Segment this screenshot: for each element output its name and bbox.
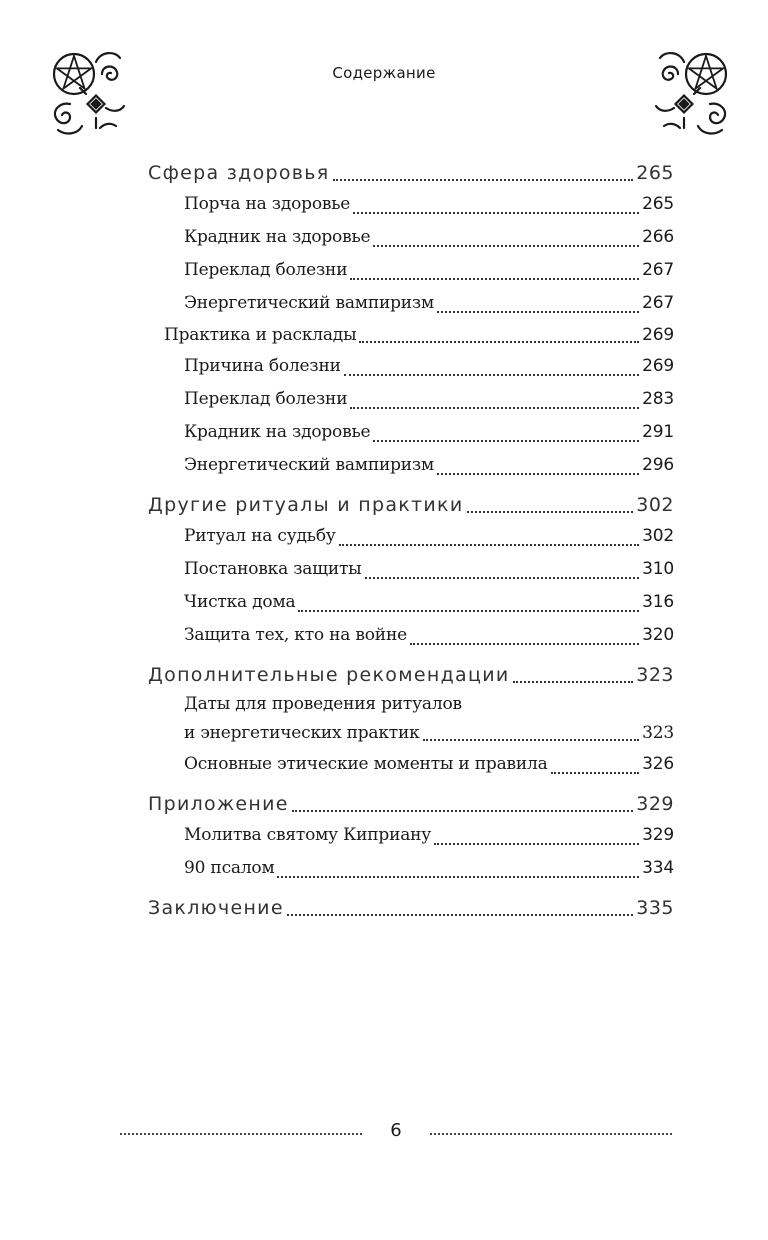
toc-entry[interactable] [148, 819, 674, 852]
toc-page-number: 310 [642, 559, 674, 579]
toc-leader-dots [353, 211, 639, 214]
toc-title: Переклад болезни [184, 389, 348, 409]
toc-page-number: 283 [642, 389, 674, 409]
toc-page-number: 267 [642, 293, 674, 313]
toc-title: Постановка защиты [184, 559, 362, 579]
pentacle-icon [40, 44, 140, 144]
toc-page-number: 291 [642, 422, 674, 442]
section-gap [148, 781, 674, 789]
toc-entry[interactable] [148, 748, 674, 781]
pentacle-ornament-right [640, 44, 740, 144]
toc-title: Защита тех, кто на войне [184, 625, 407, 645]
toc-title: Крадник на здоровье [184, 227, 371, 247]
toc-title: 90 псалом [184, 858, 275, 878]
running-header-title: Содержание [332, 64, 436, 82]
toc-leader-dots [359, 340, 639, 343]
pentacle-ornament-left [40, 44, 140, 144]
section-gap [148, 482, 674, 490]
toc-page-number: 269 [642, 356, 674, 376]
toc-entry[interactable] [148, 690, 674, 748]
toc-leader-dots [373, 244, 639, 247]
toc-entry[interactable] [148, 553, 674, 586]
toc-page-number: 316 [642, 592, 674, 612]
toc-page-number: 329 [636, 793, 674, 815]
toc-title: Переклад болезни [184, 260, 348, 280]
toc-title: Дополнительные рекомендации [148, 664, 510, 686]
toc-page-number: 269 [642, 325, 674, 345]
page-footer [120, 1120, 672, 1141]
toc-title: Крадник на здоровье [184, 422, 371, 442]
toc-leader-dots [350, 277, 639, 280]
toc-page-number: 320 [642, 625, 674, 645]
toc-leader-dots [344, 373, 639, 376]
toc-leader-dots [434, 842, 639, 845]
toc-leader-dots [298, 609, 639, 612]
toc-leader-dots [513, 680, 634, 683]
toc-page-number: 266 [642, 227, 674, 247]
toc-entry[interactable] [148, 852, 674, 885]
pentacle-icon [640, 44, 740, 144]
toc-section[interactable] [148, 789, 674, 819]
section-gap [148, 885, 674, 893]
toc-leader-dots [365, 576, 640, 579]
toc-leader-dots [437, 310, 639, 313]
toc-entry[interactable] [148, 188, 674, 221]
toc-title: Приложение [148, 793, 289, 815]
section-gap [148, 652, 674, 660]
toc-page-number: 265 [636, 162, 674, 184]
toc-entry[interactable] [148, 449, 674, 482]
toc-page-number: 329 [642, 825, 674, 845]
toc-entry[interactable] [148, 287, 674, 320]
toc-page-number: 302 [636, 494, 674, 516]
footer-dotted-line-right [430, 1133, 672, 1135]
toc-entry[interactable] [148, 383, 674, 416]
toc-title: Заключение [148, 897, 284, 919]
toc-entry[interactable] [148, 586, 674, 619]
toc-entry-line2 [184, 719, 674, 748]
toc-page-number: 326 [642, 754, 674, 774]
toc-title: Причина болезни [184, 356, 341, 376]
toc-leader-dots [373, 439, 639, 442]
toc-entry[interactable] [148, 221, 674, 254]
toc-entry[interactable] [148, 350, 674, 383]
toc-leader-dots [410, 642, 639, 645]
toc-title: Энергетический вампиризм [184, 455, 434, 475]
toc-title: Другие ритуалы и практики [148, 494, 464, 516]
toc-page-number: 267 [642, 260, 674, 280]
toc-page-number: 323 [636, 664, 674, 686]
toc-page-number: 323 [642, 723, 674, 743]
toc-leader-dots [551, 771, 640, 774]
toc-page-number: 302 [642, 526, 674, 546]
toc-title: Молитва святому Киприану [184, 825, 432, 845]
toc-page-number: 335 [636, 897, 674, 919]
toc-section[interactable] [148, 893, 674, 923]
toc-entry[interactable] [148, 254, 674, 287]
toc-entry[interactable] [148, 520, 674, 553]
toc-section[interactable] [148, 660, 674, 690]
toc-leader-dots [437, 472, 639, 475]
toc-page-number: 296 [642, 455, 674, 475]
toc-page-number: 334 [642, 858, 674, 878]
toc-title: Ритуал на судьбу [184, 526, 336, 546]
toc-leader-dots [292, 809, 634, 812]
toc-leader-dots [350, 406, 639, 409]
toc-page-number: 265 [642, 194, 674, 214]
toc-section[interactable] [148, 158, 674, 188]
toc-entry[interactable] [148, 619, 674, 652]
toc-title: Чистка дома [184, 592, 296, 612]
footer-dotted-line-left [120, 1133, 362, 1135]
page-number: 6 [390, 1120, 402, 1141]
toc-leader-dots [423, 738, 640, 741]
toc-title: Сфера здоровья [148, 162, 330, 184]
toc-entry-title-line1: Даты для проведения ритуалов [184, 694, 462, 714]
toc-leader-dots [333, 178, 634, 181]
toc-section[interactable] [148, 490, 674, 520]
table-of-contents [148, 158, 674, 923]
toc-leader-dots [277, 875, 639, 878]
toc-title: Основные этические моменты и правила [184, 754, 548, 774]
toc-leader-dots [339, 543, 639, 546]
toc-title: Энергетический вампиризм [184, 293, 434, 313]
toc-entry-title-line2: и энергетических практик [184, 723, 420, 743]
toc-subsection[interactable] [148, 320, 674, 350]
toc-leader-dots [467, 510, 634, 513]
toc-leader-dots [287, 913, 633, 916]
toc-title: Практика и расклады [164, 325, 357, 345]
toc-title: Порча на здоровье [184, 194, 351, 214]
toc-entry[interactable] [148, 416, 674, 449]
